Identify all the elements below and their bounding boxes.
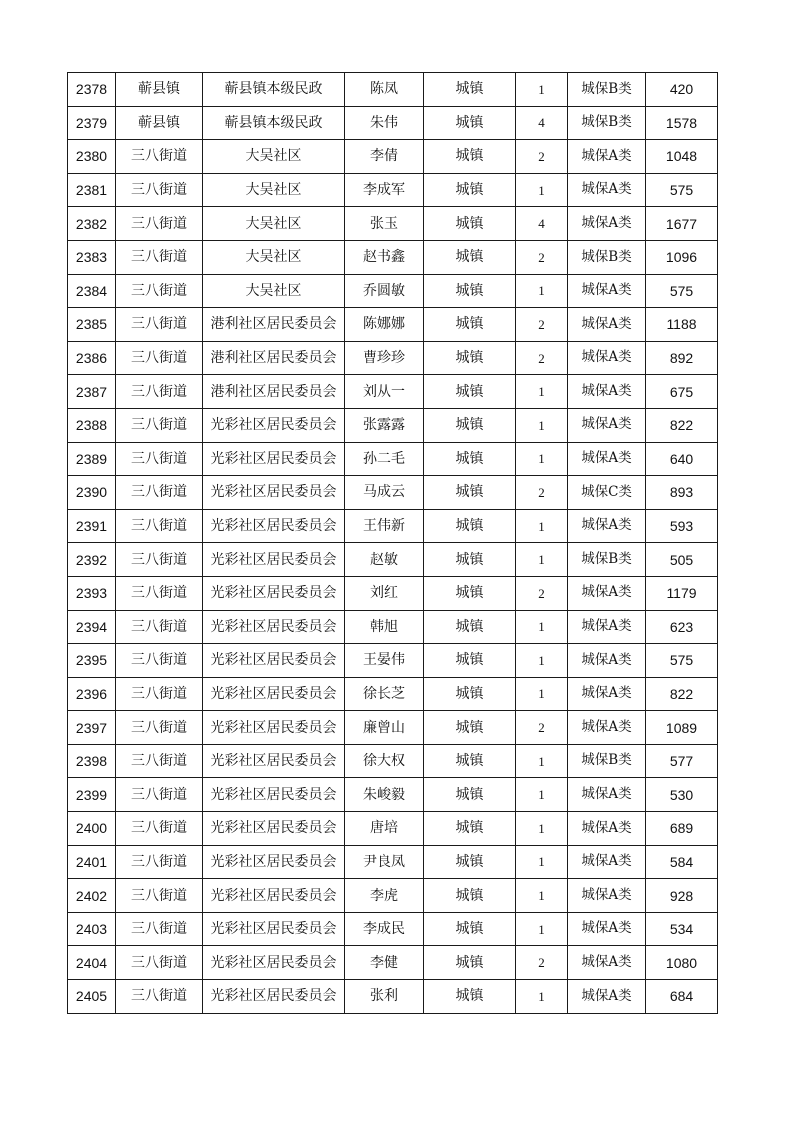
- record-number-cell: 2388: [68, 408, 116, 442]
- area-type-cell: 城镇: [424, 946, 516, 980]
- community-cell: 光彩社区居民委员会: [203, 610, 345, 644]
- amount-cell: 1080: [646, 946, 718, 980]
- household-count-cell: 1: [516, 677, 568, 711]
- area-type-cell: 城镇: [424, 980, 516, 1014]
- recipient-name-cell: 王伟新: [345, 509, 424, 543]
- area-type-cell: 城镇: [424, 744, 516, 778]
- table-row: [68, 946, 718, 980]
- recipient-name-cell: 朱伟: [345, 106, 424, 140]
- recipient-name-cell: 赵书鑫: [345, 240, 424, 274]
- community-cell: 大吴社区: [203, 140, 345, 174]
- category-cell: 城保A类: [568, 879, 646, 913]
- household-count-cell: 2: [516, 476, 568, 510]
- table-row: [68, 173, 718, 207]
- amount-cell: 640: [646, 442, 718, 476]
- table-row: [68, 845, 718, 879]
- street-cell: 三八街道: [116, 912, 203, 946]
- category-cell: 城保A类: [568, 408, 646, 442]
- recipient-name-cell: 马成云: [345, 476, 424, 510]
- table-row: [68, 711, 718, 745]
- street-cell: 三八街道: [116, 375, 203, 409]
- street-cell: 三八街道: [116, 509, 203, 543]
- recipient-name-cell: 张玉: [345, 207, 424, 241]
- community-cell: 港利社区居民委员会: [203, 308, 345, 342]
- record-number-cell: 2382: [68, 207, 116, 241]
- recipient-name-cell: 李成民: [345, 912, 424, 946]
- record-number-cell: 2404: [68, 946, 116, 980]
- table-row: [68, 576, 718, 610]
- table-row: [68, 408, 718, 442]
- street-cell: 三八街道: [116, 879, 203, 913]
- area-type-cell: 城镇: [424, 509, 516, 543]
- street-cell: 三八街道: [116, 644, 203, 678]
- community-cell: 光彩社区居民委员会: [203, 543, 345, 577]
- amount-cell: 893: [646, 476, 718, 510]
- community-cell: 光彩社区居民委员会: [203, 509, 345, 543]
- record-number-cell: 2385: [68, 308, 116, 342]
- category-cell: 城保A类: [568, 610, 646, 644]
- record-number-cell: 2396: [68, 677, 116, 711]
- recipient-name-cell: 张露露: [345, 408, 424, 442]
- recipient-name-cell: 乔圆敏: [345, 274, 424, 308]
- household-count-cell: 2: [516, 711, 568, 745]
- category-cell: 城保A类: [568, 140, 646, 174]
- table-row: [68, 476, 718, 510]
- area-type-cell: 城镇: [424, 711, 516, 745]
- amount-cell: 822: [646, 408, 718, 442]
- table-row: [68, 677, 718, 711]
- record-number-cell: 2403: [68, 912, 116, 946]
- category-cell: 城保A类: [568, 677, 646, 711]
- street-cell: 三八街道: [116, 240, 203, 274]
- street-cell: 三八街道: [116, 274, 203, 308]
- household-count-cell: 1: [516, 912, 568, 946]
- category-cell: 城保A类: [568, 207, 646, 241]
- street-cell: 三八街道: [116, 812, 203, 846]
- street-cell: 三八街道: [116, 308, 203, 342]
- record-number-cell: 2399: [68, 778, 116, 812]
- area-type-cell: 城镇: [424, 341, 516, 375]
- category-cell: 城保A类: [568, 173, 646, 207]
- community-cell: 蕲县镇本级民政: [203, 106, 345, 140]
- category-cell: 城保A类: [568, 778, 646, 812]
- area-type-cell: 城镇: [424, 173, 516, 207]
- area-type-cell: 城镇: [424, 408, 516, 442]
- household-count-cell: 1: [516, 980, 568, 1014]
- street-cell: 三八街道: [116, 946, 203, 980]
- recipient-name-cell: 王晏伟: [345, 644, 424, 678]
- amount-cell: 1089: [646, 711, 718, 745]
- record-number-cell: 2390: [68, 476, 116, 510]
- record-number-cell: 2380: [68, 140, 116, 174]
- table-row: [68, 442, 718, 476]
- community-cell: 光彩社区居民委员会: [203, 946, 345, 980]
- area-type-cell: 城镇: [424, 476, 516, 510]
- household-count-cell: 2: [516, 308, 568, 342]
- category-cell: 城保A类: [568, 375, 646, 409]
- category-cell: 城保C类: [568, 476, 646, 510]
- household-count-cell: 1: [516, 375, 568, 409]
- amount-cell: 1677: [646, 207, 718, 241]
- household-count-cell: 1: [516, 879, 568, 913]
- area-type-cell: 城镇: [424, 778, 516, 812]
- community-cell: 光彩社区居民委员会: [203, 476, 345, 510]
- street-cell: 三八街道: [116, 543, 203, 577]
- community-cell: 光彩社区居民委员会: [203, 980, 345, 1014]
- household-count-cell: 1: [516, 442, 568, 476]
- recipient-name-cell: 朱峻毅: [345, 778, 424, 812]
- area-type-cell: 城镇: [424, 879, 516, 913]
- household-count-cell: 2: [516, 946, 568, 980]
- area-type-cell: 城镇: [424, 812, 516, 846]
- street-cell: 三八街道: [116, 408, 203, 442]
- amount-cell: 1578: [646, 106, 718, 140]
- community-cell: 大吴社区: [203, 274, 345, 308]
- area-type-cell: 城镇: [424, 845, 516, 879]
- community-cell: 蕲县镇本级民政: [203, 73, 345, 107]
- table-row: [68, 912, 718, 946]
- household-count-cell: 1: [516, 644, 568, 678]
- category-cell: 城保A类: [568, 912, 646, 946]
- table-row: [68, 207, 718, 241]
- household-count-cell: 1: [516, 543, 568, 577]
- record-number-cell: 2381: [68, 173, 116, 207]
- area-type-cell: 城镇: [424, 576, 516, 610]
- area-type-cell: 城镇: [424, 543, 516, 577]
- category-cell: 城保B类: [568, 240, 646, 274]
- record-number-cell: 2391: [68, 509, 116, 543]
- household-count-cell: 2: [516, 341, 568, 375]
- household-count-cell: 1: [516, 73, 568, 107]
- community-cell: 大吴社区: [203, 240, 345, 274]
- table-row: [68, 543, 718, 577]
- table-row: [68, 140, 718, 174]
- household-count-cell: 1: [516, 778, 568, 812]
- street-cell: 三八街道: [116, 442, 203, 476]
- category-cell: 城保A类: [568, 274, 646, 308]
- amount-cell: 575: [646, 173, 718, 207]
- recipient-name-cell: 李倩: [345, 140, 424, 174]
- street-cell: 蕲县镇: [116, 73, 203, 107]
- household-count-cell: 4: [516, 106, 568, 140]
- amount-cell: 689: [646, 812, 718, 846]
- recipient-name-cell: 李成军: [345, 173, 424, 207]
- area-type-cell: 城镇: [424, 106, 516, 140]
- recipient-name-cell: 唐培: [345, 812, 424, 846]
- category-cell: 城保A类: [568, 644, 646, 678]
- amount-cell: 928: [646, 879, 718, 913]
- amount-cell: 1096: [646, 240, 718, 274]
- category-cell: 城保A类: [568, 308, 646, 342]
- community-cell: 光彩社区居民委员会: [203, 677, 345, 711]
- street-cell: 三八街道: [116, 845, 203, 879]
- recipient-name-cell: 廉曾山: [345, 711, 424, 745]
- category-cell: 城保A类: [568, 509, 646, 543]
- recipient-name-cell: 李虎: [345, 879, 424, 913]
- amount-cell: 584: [646, 845, 718, 879]
- table-row: [68, 73, 718, 107]
- amount-cell: 822: [646, 677, 718, 711]
- community-cell: 大吴社区: [203, 173, 345, 207]
- record-number-cell: 2384: [68, 274, 116, 308]
- table-row: [68, 308, 718, 342]
- recipient-name-cell: 李健: [345, 946, 424, 980]
- table-row: [68, 274, 718, 308]
- record-number-cell: 2386: [68, 341, 116, 375]
- recipient-name-cell: 赵敏: [345, 543, 424, 577]
- household-count-cell: 1: [516, 812, 568, 846]
- amount-cell: 577: [646, 744, 718, 778]
- household-count-cell: 1: [516, 744, 568, 778]
- amount-cell: 575: [646, 644, 718, 678]
- record-number-cell: 2389: [68, 442, 116, 476]
- record-number-cell: 2378: [68, 73, 116, 107]
- amount-cell: 534: [646, 912, 718, 946]
- recipient-name-cell: 孙二毛: [345, 442, 424, 476]
- community-cell: 光彩社区居民委员会: [203, 879, 345, 913]
- household-count-cell: 1: [516, 845, 568, 879]
- amount-cell: 1179: [646, 576, 718, 610]
- welfare-recipient-table: [67, 72, 718, 1014]
- category-cell: 城保A类: [568, 442, 646, 476]
- recipient-name-cell: 韩旭: [345, 610, 424, 644]
- table-row: [68, 106, 718, 140]
- category-cell: 城保A类: [568, 845, 646, 879]
- category-cell: 城保B类: [568, 543, 646, 577]
- table-row: [68, 375, 718, 409]
- community-cell: 光彩社区居民委员会: [203, 408, 345, 442]
- street-cell: 三八街道: [116, 677, 203, 711]
- record-number-cell: 2398: [68, 744, 116, 778]
- record-number-cell: 2394: [68, 610, 116, 644]
- recipient-name-cell: 陈娜娜: [345, 308, 424, 342]
- amount-cell: 1188: [646, 308, 718, 342]
- street-cell: 三八街道: [116, 576, 203, 610]
- category-cell: 城保A类: [568, 711, 646, 745]
- area-type-cell: 城镇: [424, 610, 516, 644]
- amount-cell: 675: [646, 375, 718, 409]
- area-type-cell: 城镇: [424, 207, 516, 241]
- household-count-cell: 1: [516, 509, 568, 543]
- amount-cell: 684: [646, 980, 718, 1014]
- table-row: [68, 812, 718, 846]
- amount-cell: 1048: [646, 140, 718, 174]
- community-cell: 光彩社区居民委员会: [203, 812, 345, 846]
- street-cell: 三八街道: [116, 140, 203, 174]
- record-number-cell: 2393: [68, 576, 116, 610]
- street-cell: 三八街道: [116, 207, 203, 241]
- street-cell: 三八街道: [116, 744, 203, 778]
- category-cell: 城保B类: [568, 73, 646, 107]
- recipient-name-cell: 徐大权: [345, 744, 424, 778]
- community-cell: 港利社区居民委员会: [203, 375, 345, 409]
- record-number-cell: 2395: [68, 644, 116, 678]
- community-cell: 港利社区居民委员会: [203, 341, 345, 375]
- category-cell: 城保A类: [568, 980, 646, 1014]
- street-cell: 三八街道: [116, 341, 203, 375]
- table-row: [68, 240, 718, 274]
- household-count-cell: 1: [516, 408, 568, 442]
- household-count-cell: 1: [516, 173, 568, 207]
- street-cell: 三八街道: [116, 980, 203, 1014]
- category-cell: 城保B类: [568, 106, 646, 140]
- record-number-cell: 2379: [68, 106, 116, 140]
- table-row: [68, 744, 718, 778]
- street-cell: 三八街道: [116, 711, 203, 745]
- household-count-cell: 1: [516, 274, 568, 308]
- household-count-cell: 1: [516, 610, 568, 644]
- record-number-cell: 2392: [68, 543, 116, 577]
- recipient-name-cell: 刘红: [345, 576, 424, 610]
- recipient-name-cell: 曹珍珍: [345, 341, 424, 375]
- amount-cell: 420: [646, 73, 718, 107]
- record-number-cell: 2401: [68, 845, 116, 879]
- community-cell: 光彩社区居民委员会: [203, 912, 345, 946]
- amount-cell: 593: [646, 509, 718, 543]
- category-cell: 城保A类: [568, 812, 646, 846]
- recipient-name-cell: 张利: [345, 980, 424, 1014]
- recipient-name-cell: 刘从一: [345, 375, 424, 409]
- area-type-cell: 城镇: [424, 308, 516, 342]
- household-count-cell: 2: [516, 576, 568, 610]
- area-type-cell: 城镇: [424, 274, 516, 308]
- household-count-cell: 2: [516, 240, 568, 274]
- community-cell: 光彩社区居民委员会: [203, 744, 345, 778]
- area-type-cell: 城镇: [424, 375, 516, 409]
- recipient-name-cell: 徐长芝: [345, 677, 424, 711]
- community-cell: 光彩社区居民委员会: [203, 644, 345, 678]
- recipient-name-cell: 尹良凤: [345, 845, 424, 879]
- amount-cell: 505: [646, 543, 718, 577]
- community-cell: 光彩社区居民委员会: [203, 711, 345, 745]
- street-cell: 三八街道: [116, 778, 203, 812]
- area-type-cell: 城镇: [424, 442, 516, 476]
- amount-cell: 530: [646, 778, 718, 812]
- household-count-cell: 2: [516, 140, 568, 174]
- table-row: [68, 509, 718, 543]
- area-type-cell: 城镇: [424, 240, 516, 274]
- category-cell: 城保A类: [568, 341, 646, 375]
- record-number-cell: 2387: [68, 375, 116, 409]
- recipient-name-cell: 陈凤: [345, 73, 424, 107]
- table-row: [68, 980, 718, 1014]
- record-number-cell: 2402: [68, 879, 116, 913]
- amount-cell: 575: [646, 274, 718, 308]
- street-cell: 蕲县镇: [116, 106, 203, 140]
- area-type-cell: 城镇: [424, 912, 516, 946]
- table-row: [68, 341, 718, 375]
- area-type-cell: 城镇: [424, 140, 516, 174]
- community-cell: 光彩社区居民委员会: [203, 845, 345, 879]
- record-number-cell: 2397: [68, 711, 116, 745]
- category-cell: 城保A类: [568, 946, 646, 980]
- street-cell: 三八街道: [116, 173, 203, 207]
- amount-cell: 892: [646, 341, 718, 375]
- table-body: [68, 73, 718, 1014]
- street-cell: 三八街道: [116, 476, 203, 510]
- area-type-cell: 城镇: [424, 677, 516, 711]
- street-cell: 三八街道: [116, 610, 203, 644]
- record-number-cell: 2400: [68, 812, 116, 846]
- amount-cell: 623: [646, 610, 718, 644]
- table-row: [68, 778, 718, 812]
- community-cell: 光彩社区居民委员会: [203, 442, 345, 476]
- area-type-cell: 城镇: [424, 73, 516, 107]
- table-row: [68, 610, 718, 644]
- category-cell: 城保B类: [568, 744, 646, 778]
- community-cell: 光彩社区居民委员会: [203, 576, 345, 610]
- table-row: [68, 879, 718, 913]
- community-cell: 大吴社区: [203, 207, 345, 241]
- table-row: [68, 644, 718, 678]
- area-type-cell: 城镇: [424, 644, 516, 678]
- record-number-cell: 2405: [68, 980, 116, 1014]
- community-cell: 光彩社区居民委员会: [203, 778, 345, 812]
- record-number-cell: 2383: [68, 240, 116, 274]
- household-count-cell: 4: [516, 207, 568, 241]
- category-cell: 城保A类: [568, 576, 646, 610]
